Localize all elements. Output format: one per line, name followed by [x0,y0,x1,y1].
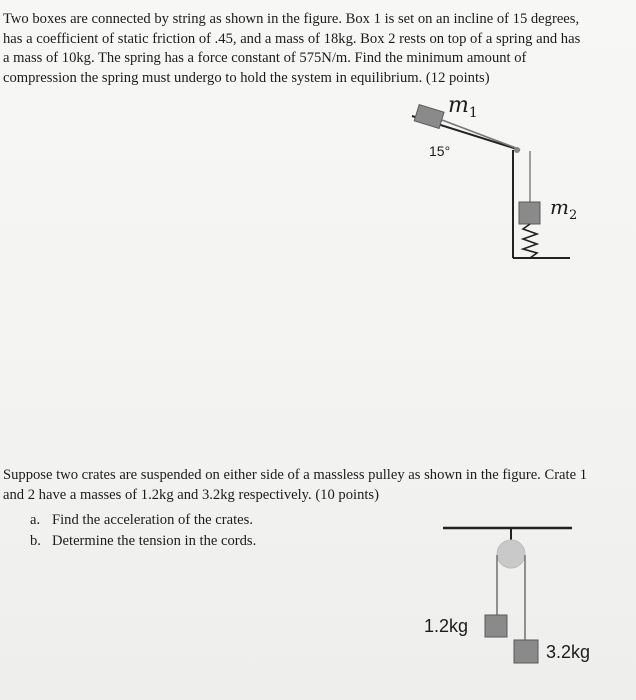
part-a [30,510,256,531]
incline-spring-figure [0,0,636,300]
spring [523,224,537,258]
pulley-wheel [497,540,525,568]
problem-2-text: Suppose two crates are suspended on either side of a massless pulley as shown in the figure. Crate 1 and 2 have a masses of 1.2kg and 3.2kg respectively. (10 points) [3,467,588,503]
box-m1 [414,105,444,129]
part-b-text: Determine the tension in the cords. [52,532,257,549]
crate-2-label: 3.2kg [546,642,591,662]
box-m2 [519,202,540,224]
corner-pulley [514,147,520,153]
part-a-text: Find the acceleration of the crates. [52,512,253,528]
angle-label: 15° [429,143,451,159]
crate-1-label: 1.2kg [424,616,469,636]
problem-2-parts [30,510,256,551]
problem-1-text: Two boxes are connected by string as shown in the figure. Box 1 is set on an incline of 15 degrees, has a coefficient of static friction of .45, and a mass of 18kg. Box 2 rests on top of a spring and has a mass of 10kg. The spring has a force constant of 575N/m. Find the minimum amount of compression the spring must undergo to hold the system in equilibrium. (12 points) [3,11,581,86]
string-incline [442,120,516,148]
crate-1 [485,615,507,637]
part-a-marker: a. [30,512,41,528]
label-m2: $m_2$ [550,195,578,223]
part-b-marker: b. [30,532,41,549]
crate-2 [514,640,538,663]
part-b [30,531,256,552]
label-m1: $m_1$ [448,93,478,121]
